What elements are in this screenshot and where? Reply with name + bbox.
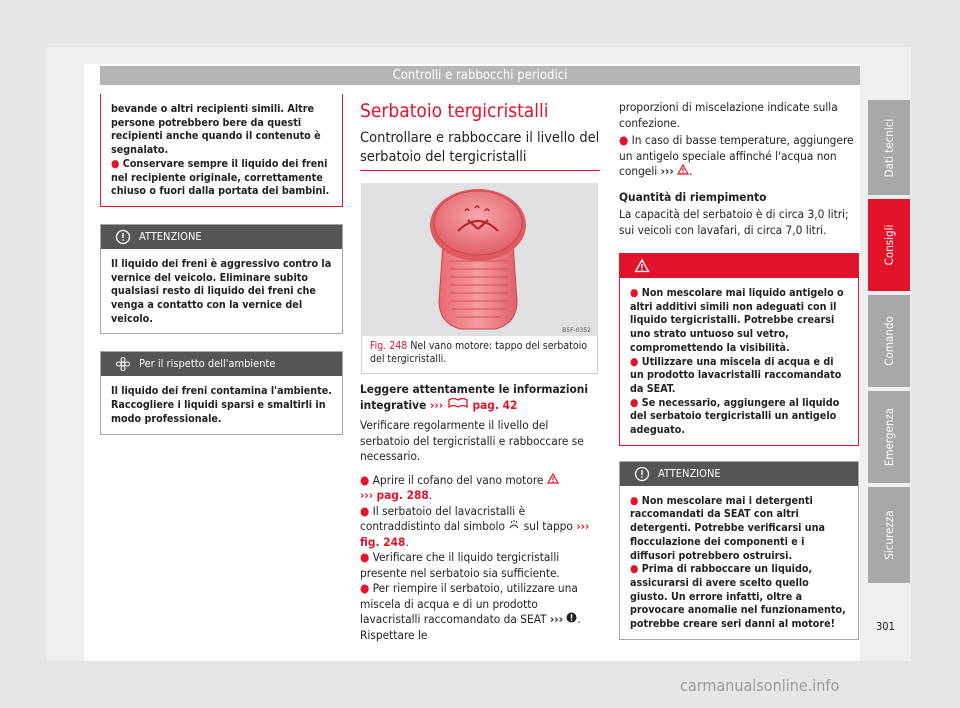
- warning-bullet: ● Utilizzare una miscela di acqua e di un prodotto lavacristalli raccomandato da SEAT.: [630, 354, 842, 395]
- figure-label: Fig. 248: [370, 340, 408, 352]
- page-ref-link[interactable]: pag. 288: [376, 488, 429, 502]
- figure-washer-cap: [361, 183, 598, 336]
- middle-column: [360, 100, 600, 171]
- tab-emergenza[interactable]: Emergenza: [868, 391, 910, 483]
- tab-sicurezza[interactable]: Sicurezza: [868, 487, 910, 583]
- environment-text: Il liquido dei freni contamina l'ambiente. Raccogliere i liquidi sparsi e smaltirli in modo professionale.: [111, 384, 332, 425]
- caution-header: [620, 462, 858, 486]
- caution-header: [101, 225, 342, 249]
- book-icon: [447, 398, 469, 409]
- warning-box-1: [619, 253, 859, 446]
- caution-bullet: ● Non mescolare mai i detergenti raccomandati da SEAT con altri detergenti. Potrebbe verificarsi una flocculazione dei componenti e i diffusori potrebbero ostruirsi.: [630, 493, 825, 562]
- bullet-item: ● Il serbatoio del lavacristalli è contraddistinto dal simbolo sul tappo ››› fig. 248.: [360, 503, 590, 549]
- caution-bullet: ● Prima di rabboccare un liquido, assicurarsi di avere scelto quello giusto. Un errore infatti, oltre a provocare anomalie nel funzionamento, potrebbe creare seri danni al motore!: [630, 562, 846, 631]
- bullet-item: ● Verificare che il liquido tergicristalli presente nel serbatoio sia sufficiente.: [360, 550, 560, 580]
- middle-body: [360, 382, 600, 643]
- figure-caption-box: [361, 336, 598, 374]
- tab-consigli[interactable]: Consigli: [868, 199, 910, 291]
- caution-title: ATTENZIONE: [658, 466, 721, 480]
- figure-ref-link[interactable]: fig. 248: [360, 534, 406, 549]
- warning-triangle-icon: [677, 164, 689, 175]
- caution-body: [620, 486, 858, 639]
- warning-triangle-icon: [547, 473, 559, 484]
- capacity-heading: Quantità di riempimento: [619, 189, 767, 204]
- environment-box: [100, 351, 343, 434]
- warning-title: ATTENZIONE: [658, 259, 721, 272]
- page-number: 301: [876, 620, 895, 633]
- paragraph: proporzioni di miscelazione indicate sulla confezione.: [619, 100, 838, 130]
- info-circle-icon: [115, 229, 131, 245]
- page-header: Controlli e rabbocchi periodici: [100, 66, 860, 85]
- warning-bullet: ● Non mescolare mai liquido antigelo o altri additivi simili non adeguati con il liquido tergicristalli. Potrebbe crearsi uno strato untuoso sul vetro, compromettendo la visibilità.: [630, 286, 844, 354]
- figure-caption: Nel vano motore: tappo del serbatoio del tergicristalli.: [370, 340, 588, 366]
- bullet-item: ● Aprire il cofano del vano motore ››› pag. 288.: [360, 473, 600, 504]
- page-ref-link[interactable]: pag. 42: [472, 397, 518, 412]
- caution-circle-icon: [566, 612, 577, 623]
- section-subtitle: Controllare e rabboccare il livello del serbatoio del tergicristalli: [360, 130, 600, 165]
- warning-text: bevande o altri recipienti simili. Altre persone potrebbero bere da questi recipienti anche quando il contenuto è segnalato.: [111, 102, 321, 157]
- paragraph: Verificare regolarmente il livello del serbatoio del tergicristalli e rabboccare se necessario.: [360, 418, 584, 463]
- environment-title: Per il rispetto dell'ambiente: [139, 357, 276, 371]
- bullet-item: ● In caso di basse temperature, aggiungere un antigelo speciale affinché l'acqua non congeli ››› .: [619, 133, 854, 178]
- environment-header: [101, 352, 342, 376]
- capacity-text: La capacità del serbatoio è di circa 3,0 litri; sui veicoli con lavafari, di circa 7,0 litri.: [619, 207, 849, 237]
- watermark: carmanualsonline.info: [680, 676, 840, 695]
- continued-warning-box: [100, 94, 343, 207]
- flower-icon: [115, 356, 131, 372]
- info-circle-icon: [634, 466, 650, 482]
- warning-body: [620, 278, 858, 445]
- tab-dati-tecnici[interactable]: Dati tecnici: [868, 100, 910, 195]
- warning-triangle-icon: [634, 258, 650, 274]
- caution-text: Il liquido dei freni è aggressivo contro la vernice del veicolo. Eliminare subito qualsiasi resto di liquido dei freni che venga a contatto con la vernice del veicolo.: [111, 256, 332, 325]
- warning-bullet: ● Se necessario, aggiungere al liquido del serbatoio tergicristalli un antigelo adeguato.: [630, 395, 840, 437]
- right-column: [619, 100, 859, 640]
- figure-code: B5F-0352: [562, 327, 591, 334]
- bullet-item: ● Per riempire il serbatoio, utilizzare una miscela di acqua e di un prodotto lavacristalli raccomandato da SEAT ››› . Rispettare le: [360, 581, 581, 642]
- caution-box-2: [619, 461, 859, 640]
- warning-bullet: ● Conservare sempre il liquido dei freni nel recipiente originale, correttamente chiuso o fuori dalla portata dei bambini.: [111, 156, 330, 198]
- tab-comando[interactable]: Comando: [868, 295, 910, 387]
- washer-symbol-icon: [508, 520, 520, 530]
- caution-title: ATTENZIONE: [139, 229, 202, 243]
- title-rule: [360, 170, 600, 171]
- caution-box: [100, 224, 343, 335]
- left-column: [100, 94, 343, 435]
- read-first-note: Leggere attentamente le informazioni integrative ››› pag. 42: [360, 382, 588, 412]
- washer-cap-illustration: [361, 183, 598, 336]
- section-title: Serbatoio tergicristalli: [360, 100, 549, 122]
- warning-header: [620, 254, 858, 278]
